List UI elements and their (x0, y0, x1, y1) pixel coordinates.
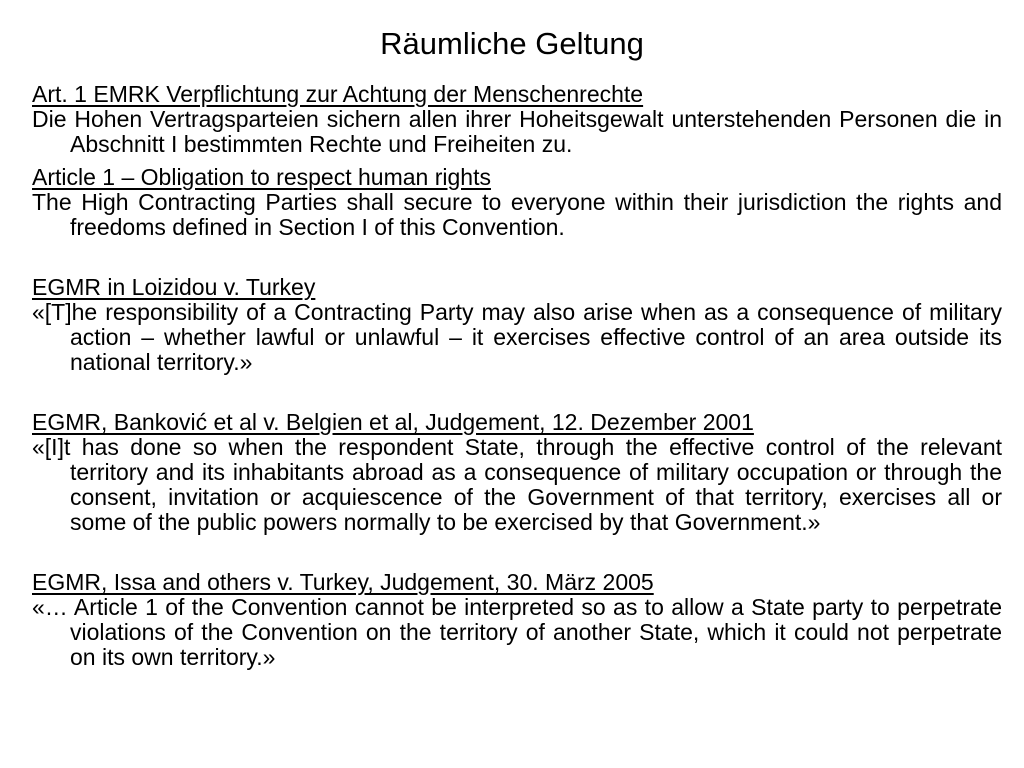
section-loizidou (32, 275, 1002, 375)
spacer (32, 543, 1002, 570)
section-heading (32, 275, 1002, 300)
section-emrk-en (32, 165, 1002, 240)
spacer (32, 383, 1002, 410)
section-heading (32, 165, 1002, 190)
heading-loizidou: EGMR in Loizidou v. Turkey (32, 274, 316, 300)
quote-bankovic: «[I]t has done so when the respondent State, through the effective control of the relevant territory and its inhabitants abroad as a consequence of military occupation or through the consent, invitation or acquiescence of the Government of that territory, exercises all or some of the public powers normally to be exercised by that Government.» (32, 434, 1002, 535)
section-heading (32, 82, 1002, 107)
slide-title: Räumliche Geltung (380, 26, 644, 61)
quote-loizidou: «[T]he responsibility of a Contracting Party may also arise when as a consequence of military action – whether lawful or unlawful – it exercises effective control of an area outside its national territory.» (32, 299, 1002, 375)
heading-article1-en: Article 1 – Obligation to respect human rights (32, 164, 491, 190)
spacer (32, 248, 1002, 275)
section-issa (32, 570, 1002, 670)
text-emrk-art1-de: Die Hohen Vertragsparteien sichern allen ihrer Hoheitsgewalt unterstehenden Personen die in Abschnitt I bestimmten Rechte und Freiheiten zu. (32, 106, 1002, 157)
heading-issa: EGMR, Issa and others v. Turkey, Judgement, 30. März 2005 (32, 569, 654, 595)
section-heading (32, 570, 1002, 595)
quote-issa: «… Article 1 of the Convention cannot be interpreted so as to allow a State party to perpetrate violations of the Convention on the territory of another State, which it could not perpetrate on its own territory.» (32, 594, 1002, 670)
text-article1-en: The High Contracting Parties shall secure to everyone within their jurisdiction the rights and freedoms defined in Section I of this Convention. (32, 189, 1002, 240)
section-bankovic (32, 410, 1002, 535)
section-emrk-de (32, 82, 1002, 157)
heading-emrk-art1-de: Art. 1 EMRK Verpflichtung zur Achtung der Menschenrechte (32, 81, 644, 107)
slide-content (32, 82, 1002, 678)
heading-bankovic: EGMR, Banković et al v. Belgien et al, Judgement, 12. Dezember 2001 (32, 409, 754, 435)
section-heading (32, 410, 1002, 435)
